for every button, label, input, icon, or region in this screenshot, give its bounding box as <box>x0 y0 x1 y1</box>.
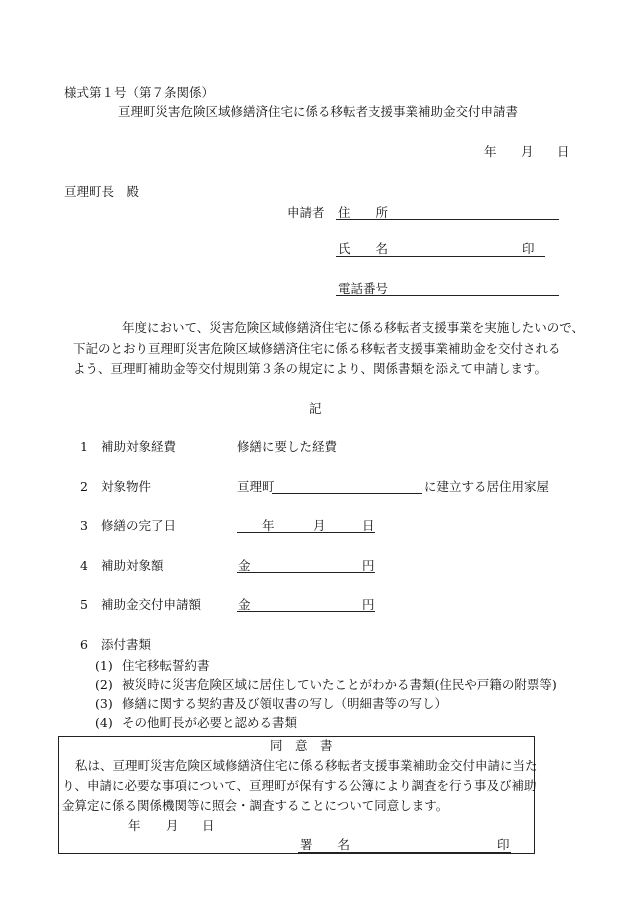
attachment-item: 修繕に関する契約書及び領収書の写し（明細書等の写し） <box>122 696 448 711</box>
address-label: 住 所 <box>338 205 389 220</box>
document-title: 亘理町災害危険区域修繕済住宅に係る移転者支援事業補助金交付申請書 <box>118 104 519 119</box>
completion-date-field[interactable] <box>237 532 375 533</box>
item-label: 対象物件 <box>101 479 152 494</box>
signature-field[interactable] <box>298 852 511 853</box>
attachment-item: 住宅移転誓約書 <box>122 658 210 673</box>
addressee: 亘理町長 殿 <box>64 184 140 199</box>
item-number: 5 <box>80 597 88 612</box>
applicant-seal: 印 <box>522 241 535 256</box>
attachment-number: (2) <box>95 677 113 692</box>
consent-title: 同 意 書 <box>270 738 333 753</box>
name-label: 氏 名 <box>338 241 389 256</box>
item-number: 1 <box>80 439 88 454</box>
attachment-number: (1) <box>95 658 113 673</box>
name-field[interactable] <box>336 256 545 257</box>
item-label: 修繕の完了日 <box>101 518 177 533</box>
attachments-heading: 添付書類 <box>101 637 152 652</box>
attachment-number: (4) <box>95 715 113 730</box>
consent-line-3: 金算定に係る関係機関等に照会・調査することについて同意します。 <box>62 798 449 813</box>
item-number: 2 <box>80 479 88 494</box>
eligible-amount-field[interactable] <box>237 572 375 573</box>
date-month: 月 <box>521 144 534 159</box>
item-label: 補助対象経費 <box>101 439 177 454</box>
ki-heading: 記 <box>309 401 322 416</box>
consent-date-year: 年 <box>128 818 141 833</box>
requested-amount-field[interactable] <box>237 611 375 612</box>
yen-label: 円 <box>362 558 375 573</box>
kin-label: 金 <box>238 597 251 612</box>
date-day: 日 <box>557 144 570 159</box>
statement-line-1: 年度において、災害危険区域修繕済住宅に係る移転者支援事業を実施したいので、 <box>122 320 585 335</box>
date-year: 年 <box>484 144 497 159</box>
signature-label: 署 名 <box>300 837 351 852</box>
statement-line-3: よう、亘理町補助金等交付規則第３条の規定により、関係書類を添えて申請します。 <box>73 361 548 376</box>
completion-day: 日 <box>362 518 375 533</box>
item-value: 修繕に要した経費 <box>237 439 338 454</box>
attachment-number: (3) <box>95 696 113 711</box>
item-number: 3 <box>80 518 88 533</box>
kin-label: 金 <box>238 558 251 573</box>
yen-label: 円 <box>362 597 375 612</box>
completion-month: 月 <box>313 518 326 533</box>
item-label: 補助金交付申請額 <box>101 597 202 612</box>
property-suffix: に建立する居住用家屋 <box>424 479 550 494</box>
item-number: 4 <box>80 558 88 573</box>
phone-label: 電話番号 <box>338 281 389 296</box>
consent-date-day: 日 <box>202 818 215 833</box>
attachment-item: 被災時に災害危険区域に居住していたことがわかる書類(住民や戸籍の附票等) <box>122 677 557 692</box>
property-prefix: 亘理町 <box>237 479 275 494</box>
statement-line-2: 下記のとおり亘理町災害危険区域修繕済住宅に係る移転者支援事業補助金を交付される <box>73 341 561 356</box>
signature-seal: 印 <box>497 837 510 852</box>
item-label: 補助対象額 <box>101 558 164 573</box>
completion-year: 年 <box>262 518 275 533</box>
address-field[interactable] <box>336 219 559 220</box>
form-number: 様式第１号（第７条関係） <box>64 85 215 100</box>
applicant-label: 申請者 <box>287 205 325 220</box>
phone-field[interactable] <box>336 295 559 296</box>
property-location-field[interactable] <box>272 493 422 494</box>
attachments-number: 6 <box>80 637 88 652</box>
consent-line-2: り、申請に必要な事項について、亘理町が保有する公簿により調査を行う事及び補助 <box>62 778 537 793</box>
consent-date-month: 月 <box>166 818 179 833</box>
attachment-item: その他町長が必要と認める書類 <box>122 715 298 730</box>
consent-line-1: 私は、亘理町災害危険区域修繕済住宅に係る移転者支援事業補助金交付申請に当た <box>75 758 538 773</box>
